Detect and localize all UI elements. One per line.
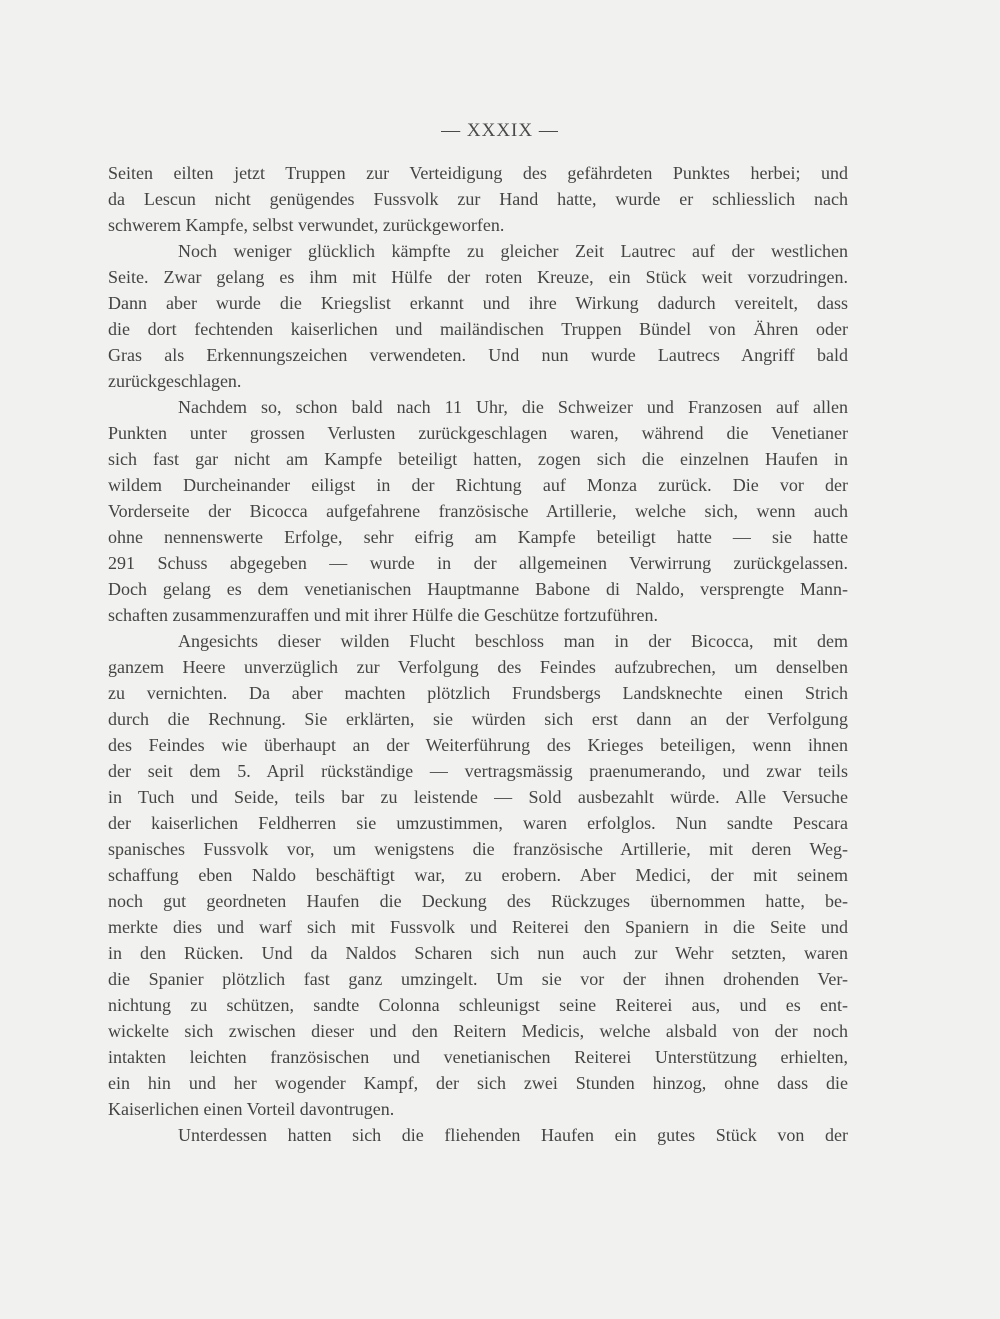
text-line: intakten leichten französischen und venetianischen Reiterei Unterstützung erhielten,: [108, 1047, 848, 1067]
text-line: die Spanier plötzlich fast ganz umzingelt. Um sie vor der ihnen drohenden Ver-: [108, 969, 848, 989]
text-line: merkte dies und warf sich mit Fussvolk und Reiterei den Spaniern in die Seite und: [108, 917, 848, 937]
text-line: schaften zusammenzuraffen und mit ihrer Hülfe die Geschütze fortzuführen.: [108, 605, 658, 625]
text-line: ohne nennenswerte Erfolge, sehr eifrig am Kampfe beteiligt hatte — sie hatte: [108, 527, 848, 547]
text-line: 291 Schuss abgegeben — wurde in der allgemeinen Verwirrung zurückgelassen.: [108, 553, 848, 573]
text-line: ein hin und her wogender Kampf, der sich zwei Stunden hinzog, ohne dass die: [108, 1073, 848, 1093]
text-line: schaffung eben Naldo beschäftigt war, zu erobern. Aber Medici, der mit seinem: [108, 865, 848, 885]
text-line: Kaiserlichen einen Vorteil davontrugen.: [108, 1099, 395, 1119]
text-line: Noch weniger glücklich kämpfte zu gleicher Zeit Lautrec auf der westlichen: [178, 241, 848, 261]
page-number: — XXXIX —: [441, 120, 559, 141]
text-line: Doch gelang es dem venetianischen Hauptmanne Babone di Naldo, versprengte Mann-: [108, 579, 848, 599]
text-line: zu vernichten. Da aber machten plötzlich Frundsbergs Landsknechte einen Strich: [108, 683, 848, 703]
text-line: Seiten eilten jetzt Truppen zur Verteidigung des gefährdeten Punktes herbei; und: [108, 163, 848, 183]
text-line: Vorderseite der Bicocca aufgefahrene französische Artillerie, welche sich, wenn auch: [108, 501, 848, 521]
text-line: des Feindes wie überhaupt an der Weiterführung des Krieges beteiligen, wenn ihnen: [108, 735, 848, 755]
text-line: in den Rücken. Und da Naldos Scharen sich nun auch zur Wehr setzten, waren: [108, 943, 848, 963]
text-line: spanisches Fussvolk vor, um wenigstens die französische Artillerie, mit deren Weg-: [108, 839, 848, 859]
text-line: da Lescun nicht genügendes Fussvolk zur Hand hatte, wurde er schliesslich nach: [108, 189, 848, 209]
text-line: Angesichts dieser wilden Flucht beschloss man in der Bicocca, mit dem: [178, 631, 848, 651]
text-line: wildem Durcheinander eiligst in der Richtung auf Monza zurück. Die vor der: [108, 475, 848, 495]
text-line: die dort fechtenden kaiserlichen und mailändischen Truppen Bündel von Ähren oder: [108, 319, 848, 339]
text-line: Gras als Erkennungszeichen verwendeten. Und nun wurde Lautrecs Angriff bald: [108, 345, 848, 365]
text-line: wickelte sich zwischen dieser und den Reitern Medicis, welche alsbald von der noch: [108, 1021, 848, 1041]
text-line: sich fast gar nicht am Kampfe beteiligt hatten, zogen sich die einzelnen Haufen in: [108, 449, 848, 469]
text-line: der kaiserlichen Feldherren sie umzustimmen, waren erfolglos. Nun sandte Pescara: [108, 813, 848, 833]
text-line: in Tuch und Seide, teils bar zu leistende — Sold ausbezahlt würde. Alle Versuche: [108, 787, 848, 807]
text-line: Dann aber wurde die Kriegslist erkannt und ihre Wirkung dadurch vereitelt, dass: [108, 293, 848, 313]
text-line: Nachdem so, schon bald nach 11 Uhr, die Schweizer und Franzosen auf allen: [178, 397, 848, 417]
text-line: noch gut geordneten Haufen die Deckung des Rückzuges übernommen hatte, be-: [108, 891, 848, 911]
text-line: Punkten unter grossen Verlusten zurückgeschlagen waren, während die Venetianer: [108, 423, 848, 443]
text-line: Unterdessen hatten sich die fliehenden Haufen ein gutes Stück von der: [178, 1125, 848, 1145]
text-line: der seit dem 5. April rückständige — vertragsmässig praenumerando, und zwar teils: [108, 761, 848, 781]
text-line: schwerem Kampfe, selbst verwundet, zurückgeworfen.: [108, 215, 505, 235]
text-line: durch die Rechnung. Sie erklärten, sie würden sich erst dann an der Verfolgung: [108, 709, 848, 729]
text-line: nichtung zu schützen, sandte Colonna schleunigst seine Reiterei aus, und es ent-: [108, 995, 848, 1015]
text-line: Seite. Zwar gelang es ihm mit Hülfe der roten Kreuze, ein Stück weit vorzudringen.: [108, 267, 848, 287]
body-text: [108, 160, 848, 1148]
text-line: zurückgeschlagen.: [108, 371, 242, 391]
text-line: ganzem Heere unverzüglich zur Verfolgung des Feindes aufzubrechen, um denselben: [108, 657, 848, 677]
